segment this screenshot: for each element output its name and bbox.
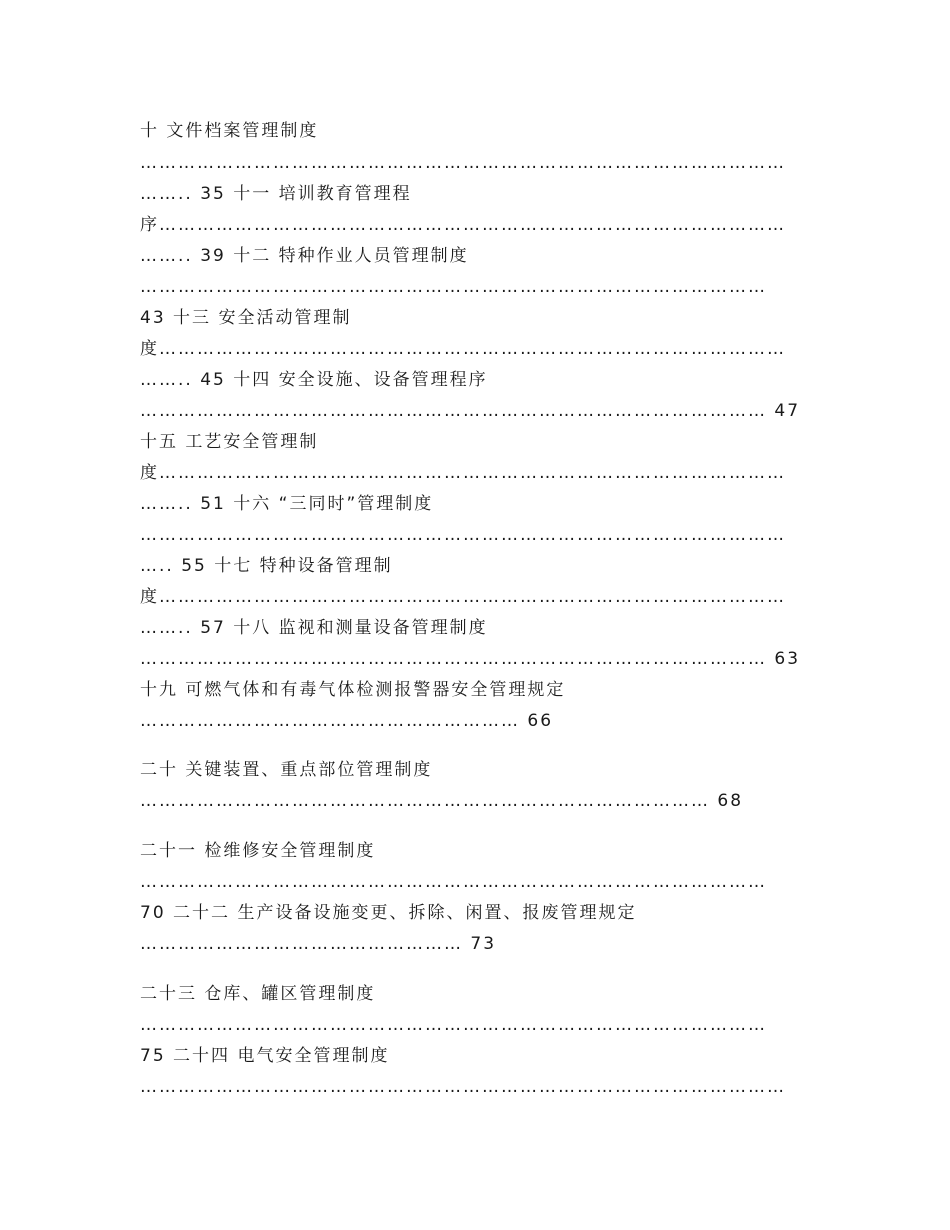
toc-line: 二十一 检维修安全管理制度 (140, 841, 376, 861)
toc-line: 二十 关键装置、重点部位管理制度 (140, 760, 433, 780)
toc-line: ……………………………………………………………………………………… (140, 1015, 767, 1035)
toc-line: ……………………………………………………………………………………… (140, 872, 767, 892)
toc-line: 十九 可燃气体和有毒气体检测报警器安全管理规定 (140, 680, 566, 700)
toc-line: …….. 57 十八 监视和测量设备管理制度 (140, 618, 488, 638)
toc-line: …………………………………………… 73 (140, 934, 497, 954)
toc-line: 43 十三 安全活动管理制 (140, 308, 352, 328)
toc-line: 度……………………………………………………………………………………… (140, 463, 786, 483)
toc-line: ………………………………………………………………………………………… (140, 525, 786, 545)
toc-line: …….. 39 十二 特种作业人员管理制度 (140, 246, 469, 266)
toc-line: 十五 工艺安全管理制 (140, 432, 319, 452)
toc-line: ………………………………………………………………………………………… (140, 1077, 786, 1097)
toc-line: ……………………………………………………………………………………… (140, 277, 767, 297)
toc-line: 二十三 仓库、罐区管理制度 (140, 984, 376, 1004)
toc-line: 度……………………………………………………………………………………… (140, 339, 786, 359)
toc-line: …….. 51 十六 “三同时”管理制度 (140, 494, 434, 514)
toc-line: 序……………………………………………………………………………………… (140, 215, 786, 235)
toc-line: 十 文件档案管理制度 (140, 121, 319, 141)
toc-line: 度……………………………………………………………………………………… (140, 587, 786, 607)
toc-line: ……………………………………………………………………………… 68 (140, 791, 744, 811)
toc-line: 70 二十二 生产设备设施变更、拆除、闲置、报废管理规定 (140, 903, 637, 923)
toc-line: 75 二十四 电气安全管理制度 (140, 1046, 390, 1066)
toc-line: ……………………………………………………………………………………… 63 (140, 649, 801, 669)
toc-line: …………………………………………………… 66 (140, 711, 554, 731)
toc-line: ….. 55 十七 特种设备管理制 (140, 556, 393, 576)
toc-line: ……………………………………………………………………………………… 47 (140, 401, 801, 421)
toc-line: ………………………………………………………………………………………… (140, 153, 786, 173)
toc-line: …….. 35 十一 培训教育管理程 (140, 184, 412, 204)
toc-line: …….. 45 十四 安全设施、设备管理程序 (140, 370, 488, 390)
